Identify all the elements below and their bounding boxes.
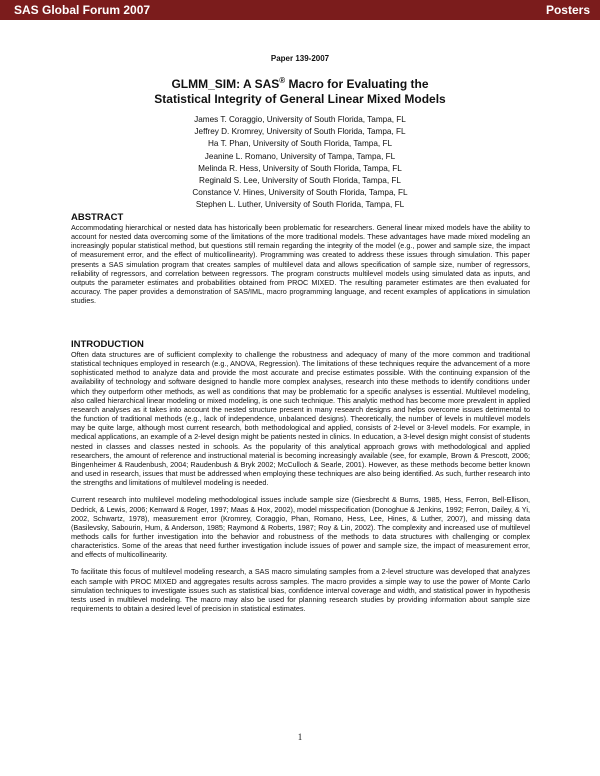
introduction-paragraph-3: To facilitate this focus of multilevel modeling research, a SAS macro simulating samples from a 2-level structure was developed that analyzes each sample with PROC MIXED and aggregates results across samples. The macro provides a simple way to use the power of Monte Carlo simulation techniques to investigate issues such as statistical bias, confidence interval coverage and width, and statistical power in hypothesis tests used in multilevel modeling. The macro may also be used for planning research studies by providing information about sample size requirements to obtain a desired level of precision in statistical estimates. (71, 567, 530, 614)
title-line-2: Statistical Integrity of General Linear Mixed Models (154, 91, 446, 106)
author: Stephen L. Luther, University of South Florida, Tampa, FL (195, 200, 405, 210)
abstract-heading: ABSTRACT (71, 212, 124, 223)
author: Melinda R. Hess, University of South Florida, Tampa, FL (198, 163, 402, 173)
abstract-section (71, 212, 530, 305)
introduction-section (71, 339, 530, 613)
paper-title (0, 77, 600, 106)
introduction-heading: INTRODUCTION (71, 339, 144, 350)
author: Jeffrey D. Kromrey, University of South Florida, Tampa, FL (194, 127, 406, 137)
introduction-paragraph-2: Current research into multilevel modeling methodological issues include sample size (Giesbrecht & Burns, 1985, Hess, Ferron, Bell-Ellison, Dedrick, & Lewis, 2006; Kenward & Roger, 1997; Maas & Hox, 2002), model misspecification (Donoghue & Jenkins, 1992; Ferron, Dailey, & Yi, 2002, Schwartz, 1978), measurement error (Kromrey, Coraggio, Phan, Romano, Hess, Lee, Hines, & Luther, 2007), and missing data (Basilevsky, Sabourin, Hum, & Anderson, 1985; Raymond & Roberts, 1987; Roy & Lin, 2002). The complexity and increased use of multilevel methods calls for further investigation into the behavior and robustness of the methods to data structures with challenging or complex characteristics. Some of the areas that need further investigation include issues of power and sample size, the impact of measurement error, and effects of multicollinearity. (71, 495, 530, 560)
introduction-paragraph-1: Often data structures are of sufficient complexity to challenge the robustness and adequacy of many of the more common and traditional statistical techniques employed in research (e.g., ANOVA, Regression). The limitations of these techniques require the advancement of a more sophisticated method to analyze data and provide the most accurate and precise estimates possible. With the continuing expansion of the availability of technology and software designed to handle more complex analyses, research into these methods to identify conditions under which they outperform other methods, as well as conditions that may be problematic for a specific analyses is essential. Multilevel modeling, also called hierarchical linear modeling or mixed modeling, is one such technique. This analytic method has become more prevalent in applied research analyses as it takes into account the nested structure present in many research designs and helps overcome issues detrimental to the function of traditional methods (e.g., lack of independence, unbalanced designs). Theoretically, the number of levels in multilevel models may be quite large, although most current research, both methodological and applied, consists of 2-level or 3-level models. For example, in medical applications, an example of a 2-level design might be patients nested in clinics. In education, a 3-level design might consist of students nested in classes and classes nested in schools. As the popularity of this analytical approach grows with methodological and applied researchers, the amount of reference and instructional material is becoming increasingly available (see, for example, Brown & Prescott, 2006; Bingenheimer & Raudenbush, 2004; Raudenbush & Bryk 2002; McCulloch & Searle, 2001). However, as these methods become better known and used in research, issues that must be addressed when employing these techniques are also being identified. As such, further research into the strengths and limitations of multilevel modeling is needed. (71, 350, 530, 488)
author-list (0, 114, 600, 212)
section-name: Posters (545, 3, 590, 17)
author: Reginald S. Lee, University of South Florida, Tampa, FL (199, 176, 401, 186)
registered-mark: ® (279, 76, 286, 85)
title-line-1: GLMM_SIM: A SAS® Macro for Evaluating the (171, 76, 429, 91)
conference-banner (0, 0, 600, 20)
conference-name: SAS Global Forum 2007 (14, 3, 151, 17)
paper-number: Paper 139-2007 (270, 54, 330, 63)
author: Ha T. Phan, University of South Florida, Tampa, FL (208, 139, 392, 149)
abstract-text: Accommodating hierarchical or nested data has historically been problematic for researchers. General linear mixed models have the ability to account for nested data overcoming some of the limitations of the more traditional models. These advantages have made mixed modeling an increasingly popular statistical method, but questions still remain regarding the integrity of the model (e.g., power and sample size, the impact of measurement error, and the effect of multicollinearity). Programming was created to address these issues through simulation. This paper presents a SAS simulation program that creates samples of multilevel data and allows specification of sample size, number of regressors, reliability of regressors, and correlation between regressors. The program constructs multilevel models using simulated data as inputs, and outputs the parameter estimates and probabilities obtained from PROC MIXED. The resulting parameter estimates are then evaluated for accuracy. The paper provides a demonstration of SAS/IML, macro programming language, and recent examples of applications in simulation studies. (71, 223, 530, 306)
author: James T. Coraggio, University of South Florida, Tampa, FL (194, 115, 406, 124)
page-number: 1 (297, 732, 303, 742)
author: Jeanine L. Romano, University of Tampa, Tampa, FL (204, 151, 396, 161)
author: Constance V. Hines, University of South Florida, Tampa, FL (192, 188, 408, 198)
